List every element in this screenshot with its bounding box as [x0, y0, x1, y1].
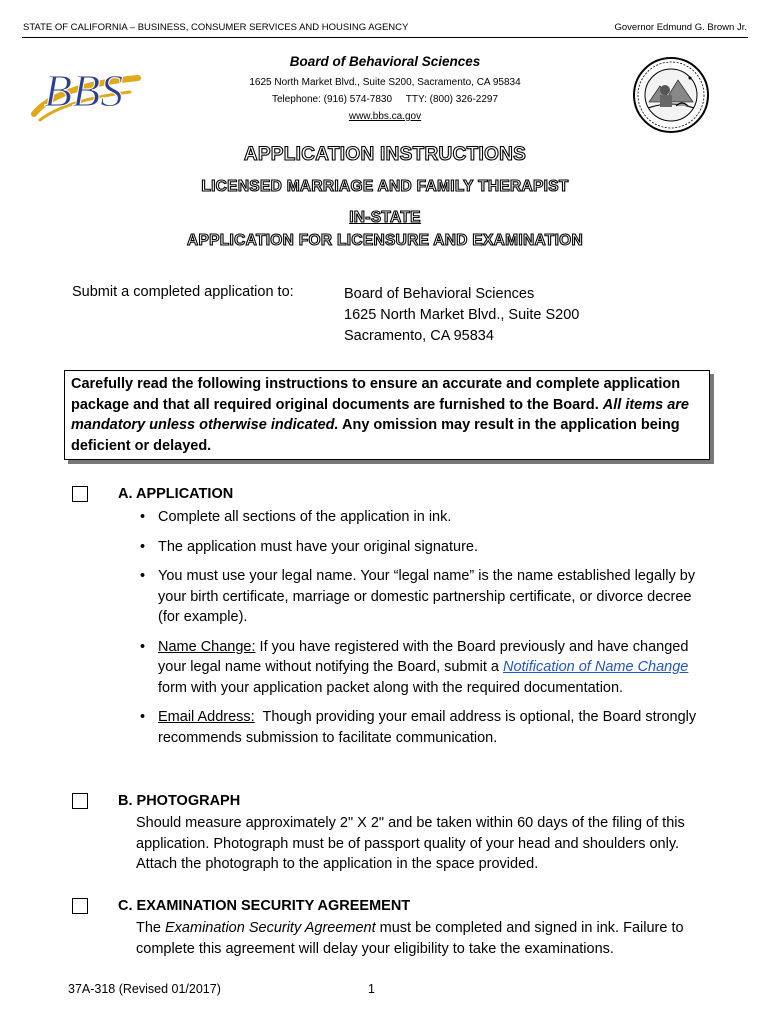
- list-item: [138, 507, 698, 528]
- submit-address: [344, 284, 579, 347]
- submit-label: Submit a completed application to:: [72, 284, 294, 300]
- bullet-text: form with your application packet along with the required documentation.: [158, 679, 624, 696]
- notice-box: [64, 370, 710, 460]
- name-change-label: Name Change:: [158, 638, 256, 655]
- state-seal: [632, 56, 710, 134]
- notification-of-name-change-link[interactable]: Notification of Name Change: [502, 659, 689, 675]
- section-c-body: [136, 918, 716, 959]
- form-number: 37A-318 (Revised 01/2017): [68, 982, 221, 996]
- section-b-title: B. PHOTOGRAPH: [118, 793, 241, 809]
- checkbox-photograph[interactable]: [72, 793, 88, 809]
- website-link[interactable]: www.bbs.ca.gov: [348, 111, 422, 122]
- page-number: 1: [368, 982, 375, 996]
- board-address: 1625 North Market Blvd., Suite S200, Sacramento, CA 95834: [249, 77, 521, 88]
- document-title: APPLICATION INSTRUCTIONS: [243, 144, 527, 165]
- application-heading: APPLICATION FOR LICENSURE AND EXAMINATION: [186, 232, 584, 249]
- bullet-text: You must use your legal name. Your “legal name” is the name established legally by your birth certificate, marriage or domestic partnership certificate, or divorce decree (for example).: [158, 568, 696, 625]
- bullet: •: [140, 709, 146, 725]
- section-c-italic: Examination Security Agreement: [165, 920, 376, 936]
- bullet-text: If you have registered with the Board previously and have changed your legal name without notifying the Board, submit a: [158, 638, 689, 675]
- board-phone: Telephone: (916) 574-7830 TTY: (800) 326-2297: [271, 94, 499, 105]
- letterhead-block: [180, 54, 590, 122]
- section-c-title: C. EXAMINATION SECURITY AGREEMENT: [118, 898, 411, 914]
- governor-line: Governor Edmund G. Brown Jr.: [614, 22, 747, 33]
- section-a-list: [138, 507, 701, 757]
- bullet: •: [140, 638, 146, 655]
- agency-line: STATE OF CALIFORNIA – BUSINESS, CONSUMER SERVICES AND HOUSING AGENCY: [23, 22, 409, 33]
- list-item: [138, 566, 698, 628]
- section-a-title: A. APPLICATION: [118, 486, 234, 502]
- bullet: •: [140, 509, 146, 525]
- submit-address-line: Board of Behavioral Sciences: [344, 286, 535, 302]
- list-item: [138, 537, 698, 558]
- bullet-text: Complete all sections of the application in ink.: [158, 509, 452, 525]
- svg-text:BBS: BBS: [44, 65, 124, 116]
- notice-text-end: Any omission may result in the application being deficient or delayed.: [71, 417, 680, 454]
- bullet-text: Though providing your email address is optional, the Board strongly recommends submission to facilitate communication.: [158, 709, 701, 746]
- email-address-label: Email Address:: [158, 709, 255, 725]
- submit-address-line: Sacramento, CA 95834: [344, 328, 494, 344]
- checkbox-exam-security[interactable]: [72, 898, 88, 914]
- board-name: Board of Behavioral Sciences: [289, 54, 481, 69]
- list-item: [138, 637, 698, 699]
- bullet: •: [140, 568, 146, 584]
- header-rule: [22, 37, 748, 38]
- instate-heading: [0, 209, 770, 227]
- notice-emphasis: All items are mandatory unless otherwise indicated.: [71, 396, 690, 433]
- instate-heading-text: IN-STATE: [349, 209, 421, 226]
- section-b-body: Should measure approximately 2" X 2" and be taken within 60 days of the filing of this application. Photograph must be of passport quality of your head and shoulders only. Attach the photograph to the application in the space provided.: [136, 815, 685, 872]
- list-item: [138, 707, 701, 748]
- checkbox-application[interactable]: [72, 486, 88, 502]
- section-c-text: The: [136, 920, 166, 936]
- bullet-text: The application must have your original signature.: [158, 538, 478, 555]
- section-c-text-end: must be completed and signed in ink. Failure to complete this agreement will delay your eligibility to take the examinations.: [136, 920, 684, 957]
- bullet: •: [140, 538, 146, 555]
- bbs-logo: [26, 56, 144, 128]
- license-type-heading: LICENSED MARRIAGE AND FAMILY THERAPIST: [201, 178, 569, 195]
- submit-address-line: 1625 North Market Blvd., Suite S200: [344, 307, 580, 323]
- notice-text: Carefully read the following instructions to ensure an accurate and complete application package and that all required original documents are furnished to the Board.: [71, 376, 681, 413]
